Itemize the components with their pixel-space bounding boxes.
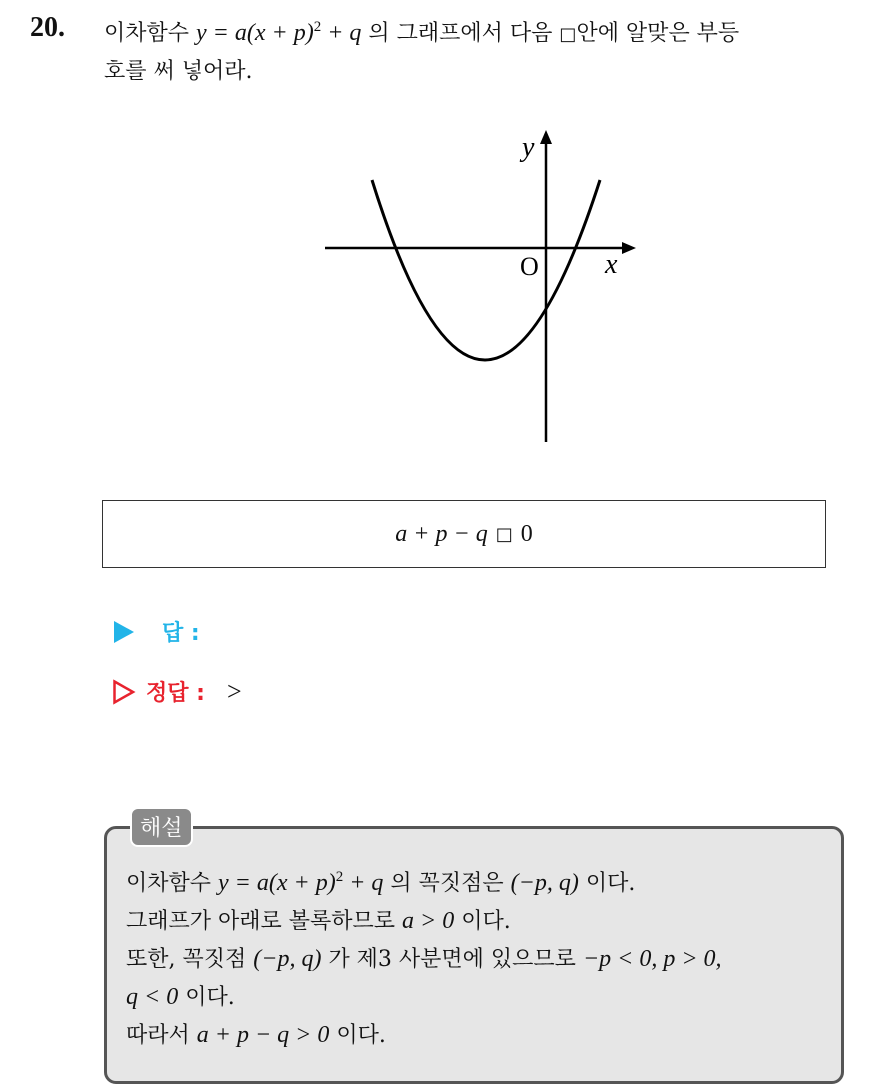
correct-answer-label: 정답 : <box>146 681 205 706</box>
solution-tag: 해설 <box>130 807 193 847</box>
solution-line3: 또한, 꼭짓점 (−p, q) 가 제3 사분면에 있으므로 −p < 0, p > 0, <box>126 946 722 972</box>
solution-line1: 이차함수 $y = a(x + p)^2 + q$ 의 꼭짓점은 (−p, q) 이다. <box>126 869 636 896</box>
solution-line2: 그래프가 아래로 볼록하므로 a > 0 이다. <box>126 908 511 934</box>
correct-answer-value: > <box>226 676 242 706</box>
blank-box-icon: □ <box>495 523 513 545</box>
parabola-curve <box>372 180 600 360</box>
y-axis-label: y <box>522 132 535 163</box>
question-number: 20. <box>30 12 65 43</box>
condition-box <box>102 500 826 568</box>
blank-box-icon: □ <box>559 24 577 45</box>
parabola-graph <box>310 120 650 450</box>
x-axis-label: x <box>605 249 618 280</box>
question-equation: $y = a(x + p)^2 + q$ <box>196 19 362 46</box>
solution-line4: q < 0 이다. <box>126 984 235 1010</box>
condition-expression: a + p − q <box>395 520 488 547</box>
answer-row <box>112 616 200 647</box>
correct-answer-row <box>112 676 242 707</box>
answer-label: 답 : <box>162 621 200 646</box>
question-text-line2: 호를 써 넣어라. <box>104 59 253 84</box>
play-filled-icon <box>112 619 136 645</box>
question-text-line1 <box>104 16 739 47</box>
play-outline-icon <box>112 679 136 705</box>
question-text-post: 안에 알맞은 부등 <box>576 21 740 46</box>
question-text-pre: 이차함수 <box>104 21 190 46</box>
y-axis-arrow-icon <box>540 130 552 144</box>
solution-line5: 따라서 a + p − q > 0 이다. <box>126 1022 386 1048</box>
origin-label: O <box>520 252 539 281</box>
question-text-mid: 의 그래프에서 다음 <box>368 21 553 46</box>
x-axis-arrow-icon <box>622 242 636 254</box>
condition-rhs: 0 <box>520 520 533 547</box>
